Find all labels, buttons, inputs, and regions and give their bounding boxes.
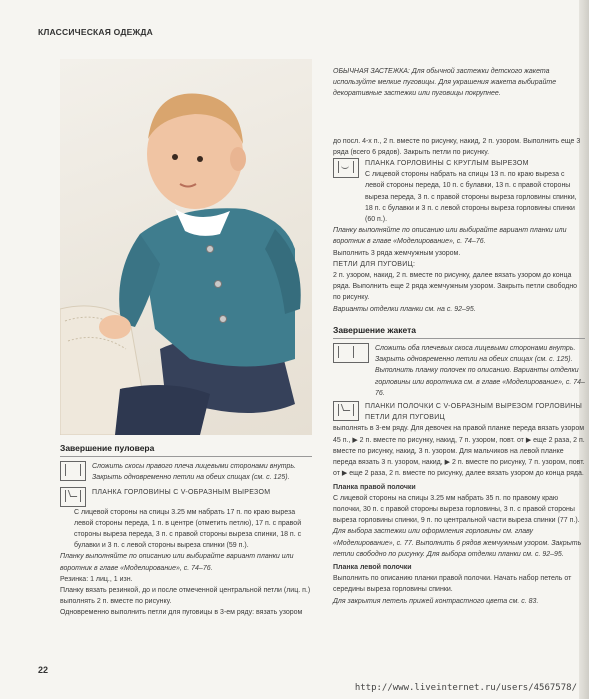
- intro-rest: Для обычной застежки детского жакета используйте мелкие пуговицы. Для украшения жакета выбирайте декоративные застежки или пуговицы покрупнее.: [333, 68, 557, 98]
- vneck-icon: [60, 487, 86, 507]
- right-front-note: Для выбора застежки или оформления горловины см. главу «Моделирование», с. 77. Выполнить 6 рядов жемчужным узором. Закрыть петли свободно по рисунку. Для выбора отделки планки см. с. 92–95.: [333, 528, 582, 558]
- continued-text: до посл. 4-х п., 2 п. вместе по рисунку, накид, 2 п. узором. Выполнить еще 3 ряда (всего 6 рядов). Закрыть петли по рисунку.: [333, 137, 581, 156]
- left-front-text: Выполнить по описанию планки правой полочки. Начать набор петель от середины выреза горловины спинки.: [333, 575, 572, 594]
- right-front-title: Планка правой полочки: [333, 483, 416, 491]
- left-column: [60, 443, 312, 619]
- shoulder-instruction: [60, 461, 312, 483]
- vneck-text: С лицевой стороны на спицы 3.25 мм набрать 17 п. по краю выреза левой стороны переда, 1 п. в центре (отметить петлю), 17 п. с правой стороны выреза переда, 3 п. с правой стороны выреза спинки, 18 п. с булавки и 3 п. с левой стороны выреза спинки (59 п.).: [74, 508, 302, 550]
- buttonholes-text: 2 п. узором, накид, 2 п. вместе по рисунку, далее вязать узором до конца ряда. Выполнить еще 2 ряда жемчужным узором. Закрыть петли свободно по рисунку.: [333, 272, 578, 302]
- right-column: [333, 66, 585, 607]
- section-title-pullover: Завершение пуловера: [60, 443, 312, 457]
- jacket-seam-icon: [333, 343, 369, 363]
- right-front-text: С лицевой стороны на спицы 3.25 мм набрать 35 п. по правому краю полочки, 30 п. с правой стороны выреза горловины, 3 п. с правой стороны выреза горловины спинки, 9 п. по центральной части выреза спинки (77 п.).: [333, 494, 580, 525]
- shoulder-text: Сложить скосы правого плеча лицевыми сторонами внутрь. Закрыть одновременно петли на обеих спицах (см. с. 125).: [92, 463, 296, 482]
- jacket-vneck-block: [333, 401, 585, 423]
- section-title-jacket: Завершение жакета: [333, 325, 585, 339]
- round-neck-text: С лицевой стороны набрать на спицы 13 п. по краю выреза с левой стороны переда, 10 п. с булавки, 13 п. с правой стороны выреза переда, 3 п. с правой стороны выреза горловины спинки, 18 п. с булавки и 3 п. с левой стороны выреза горловины спинки (60 п.).: [365, 171, 577, 224]
- left-front-title: Планка левой полочки: [333, 563, 412, 571]
- watermark-url: http://www.liveinternet.ru/users/4567578/: [354, 683, 577, 693]
- page-header: КЛАССИЧЕСКАЯ ОДЕЖДА: [38, 27, 153, 37]
- vneck-note: Планку выполняйте по описанию или выбирайте вариант планки или воротник в главе «Моделирование», с. 74–76.: [60, 553, 294, 572]
- baby-photo: [60, 59, 312, 435]
- round-neck-rows: Выполнить 3 ряда жемчужным узором.: [333, 249, 461, 257]
- band-row: Планку вязать резинкой, до и после отмеченной центральной петли (лиц. п.) выполнять 2 п. вместе по рисунку.: [60, 587, 311, 606]
- jacket-vneck-text: выполнять в 3-ем ряду. Для девочек на правой планке переда вязать узором 45 п., ▶ 2 п. вместе по рисунку, накид, 7 п. узором, повт. от ▶ еще 2 раза, 2 п. вместе по рисунку, накид, 3 п. узором. Для мальчиков на левой планке переда вязать 3 п. узором, накид, ▶ 2 п. вместе по рисунку, 7 п. узором, повт. от ▶ еще 2 раза, 2 п. вместе по рисунку, далее вязать узором до конца ряда.: [333, 425, 585, 478]
- jacket-text: Сложить оба плечевых скоса лицевыми сторонами внутрь. Закрыть одновременно петли на обеих спицах (см. с. 125). Выполнить планку полочек по описанию. Варианты отделки горловины или воротника см. в главе «Моделирование», с. 74–76.: [375, 345, 585, 397]
- round-neck-icon: [333, 158, 359, 178]
- variants-note: Варианты отделки планки см. на с. 92–95.: [333, 305, 476, 313]
- intro-lead: ОБЫЧНАЯ ЗАСТЕЖКА:: [333, 68, 410, 75]
- intro-text: [333, 66, 585, 100]
- vneck-title: ПЛАНКА ГОРЛОВИНЫ С V-ОБРАЗНЫМ ВЫРЕЗОМ: [92, 488, 271, 496]
- page-number: 22: [38, 665, 49, 675]
- jacket-vneck-title: ПЛАНКИ ПОЛОЧКИ С V-ОБРАЗНЫМ ВЫРЕЗОМ ГОРЛОВИНЫ ПЕТЛИ ДЛЯ ПУГОВИЦ: [365, 403, 583, 422]
- rib-row: Резинка: 1 лиц., 1 изн.: [60, 575, 133, 583]
- round-neck-title: ПЛАНКА ГОРЛОВИНЫ С КРУГЛЫМ ВЫРЕЗОМ: [365, 160, 529, 168]
- jacket-vneck-icon: [333, 401, 359, 421]
- left-front-note: Для закрытия петель прижей контрастного цвета см. с. 83.: [333, 597, 539, 605]
- vneck-header: [60, 487, 312, 507]
- round-neck-note: Планку выполняйте по описанию или выбирайте вариант планки или воротник в главе «Моделирование», с. 74–76.: [333, 227, 567, 246]
- round-neck-block: [333, 158, 585, 225]
- shoulder-seam-icon: [60, 461, 86, 481]
- jacket-shoulder-block: [333, 343, 585, 399]
- baby-in-cardigan-illustration: [60, 59, 312, 435]
- buttonhole-row: Одновременно выполнить петли для пуговицы в 3-ем ряду: вязать узором: [60, 609, 303, 617]
- buttonholes-title: ПЕТЛИ ДЛЯ ПУГОВИЦ:: [333, 260, 416, 268]
